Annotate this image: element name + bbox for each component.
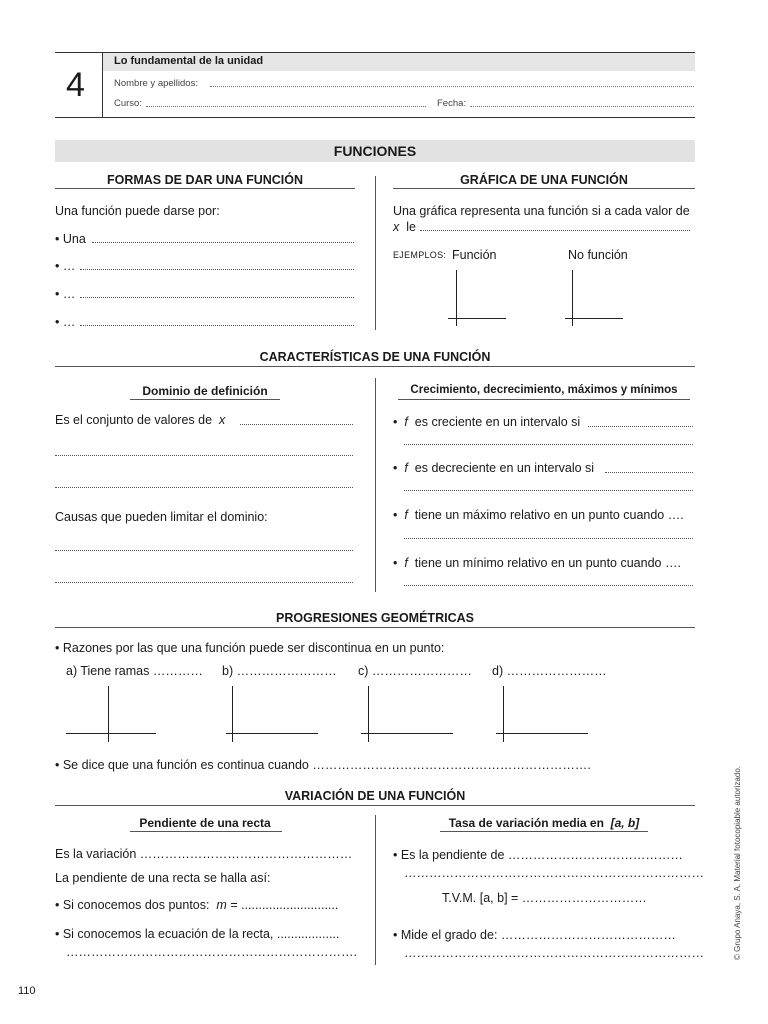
crec-item-1-fill-a[interactable] xyxy=(588,426,693,427)
column-divider-2 xyxy=(375,378,376,592)
nofunc-x-axis xyxy=(565,318,623,319)
formas-item-3-line[interactable] xyxy=(80,297,354,298)
grafica-line2-fill[interactable] xyxy=(420,230,690,231)
crec-item-3-fill-b[interactable] xyxy=(404,538,693,539)
crecimiento-title: Crecimiento, decrecimiento, máximos y mínimos xyxy=(410,384,678,396)
formas-item-1: • Una xyxy=(55,232,86,246)
progresiones-razones: • Razones por las que una función puede ser discontinua en un punto: xyxy=(55,641,445,655)
formas-intro: Una función puede darse por: xyxy=(55,204,220,218)
func-label: Función xyxy=(452,248,497,262)
crec-item-2: • f es decreciente en un intervalo si xyxy=(393,461,595,475)
column-divider-1 xyxy=(375,176,376,330)
razon-a: a) Tiene ramas ………… xyxy=(66,664,203,678)
name-field[interactable] xyxy=(210,86,694,87)
caracteristicas-title: CARACTERÍSTICAS DE UNA FUNCIÓN xyxy=(259,350,491,364)
grafica-title: GRÁFICA DE UNA FUNCIÓN xyxy=(460,173,628,187)
dominio-fill-3[interactable] xyxy=(55,487,353,488)
dominio-line1: Es el conjunto de valores de x xyxy=(55,413,226,427)
formas-item-2-line[interactable] xyxy=(80,269,354,270)
tasa-title: Tasa de variación media en [a, b] xyxy=(448,816,640,830)
pendiente-title: Pendiente de una recta xyxy=(139,816,271,830)
unit-number: 4 xyxy=(66,66,85,104)
disc-a-x-axis xyxy=(66,733,156,734)
nofunc-label: No función xyxy=(568,248,628,262)
dominio-title: Dominio de definición xyxy=(142,384,268,398)
header-title: Lo fundamental de la unidad xyxy=(114,55,264,67)
tasa-tvm: T.V.M. [a, b] = ………………………… xyxy=(442,891,647,905)
grafica-line2: x le xyxy=(393,220,416,234)
grafica-line1: Una gráfica representa una función si a cada valor de xyxy=(393,204,690,218)
main-title: FUNCIONES xyxy=(333,143,417,159)
formas-item-4-line[interactable] xyxy=(80,325,354,326)
disc-c-x-axis xyxy=(361,733,453,734)
disc-b-x-axis xyxy=(226,733,318,734)
dominio-title-rule xyxy=(130,399,280,400)
grafica-title-rule xyxy=(393,188,695,189)
variacion-rule xyxy=(55,805,695,806)
crec-item-1: • f es creciente en un intervalo si xyxy=(393,415,581,429)
crec-item-1-fill-b[interactable] xyxy=(404,444,693,445)
razon-c: c) …………………… xyxy=(358,664,472,678)
page-number: 110 xyxy=(18,985,36,997)
crecimiento-title-rule xyxy=(398,399,690,400)
name-label: Nombre y apellidos: xyxy=(114,78,198,89)
progresiones-title: PROGRESIONES GEOMÉTRICAS xyxy=(276,611,474,625)
tasa-line4: ……………………………………………………………… xyxy=(404,946,704,960)
dominio-fill-2[interactable] xyxy=(55,455,353,456)
pendiente-line1: Es la variación …………………………………………… xyxy=(55,847,353,861)
crec-item-2-fill-a[interactable] xyxy=(605,472,693,473)
tasa-title-rule xyxy=(440,831,648,832)
formas-item-4: • … xyxy=(55,315,76,329)
func-x-axis xyxy=(448,318,506,319)
dominio-causas: Causas que pueden limitar el dominio: xyxy=(55,510,268,524)
tasa-line3: • Mide el grado de: …………………………………… xyxy=(393,928,676,942)
course-field[interactable] xyxy=(146,106,426,107)
formas-item-3: • … xyxy=(55,287,76,301)
progresiones-rule xyxy=(55,627,695,628)
tasa-line1: • Es la pendiente de …………………………………… xyxy=(393,848,683,862)
header-bottom-line xyxy=(55,117,695,118)
pendiente-line2: La pendiente de una recta se halla así: xyxy=(55,871,271,885)
formas-title-rule xyxy=(55,188,355,189)
dominio-line1-fill[interactable] xyxy=(240,424,353,425)
crec-item-4: • f tiene un mínimo relativo en un punto cuando …. xyxy=(393,556,681,570)
crec-item-3: • f tiene un máximo relativo en un punto cuando …. xyxy=(393,508,684,522)
formas-item-2: • … xyxy=(55,259,76,273)
copyright-vertical: © Grupo Anaya, S. A. Material fotocopiable autorizado. xyxy=(733,765,742,960)
date-label: Fecha: xyxy=(437,98,467,109)
formas-item-1-line[interactable] xyxy=(92,242,354,243)
crec-item-4-fill-b[interactable] xyxy=(404,585,693,586)
continua-line: • Se dice que una función es continua cuando …………………………………………………………. xyxy=(55,758,591,772)
pendiente-line5: ……………………………………………………………. xyxy=(66,945,357,959)
dominio-fill-5[interactable] xyxy=(55,582,353,583)
pendiente-line3: • Si conocemos dos puntos: m = ............................ xyxy=(55,898,339,912)
date-field[interactable] xyxy=(470,106,694,107)
formas-title: FORMAS DE DAR UNA FUNCIÓN xyxy=(106,173,304,187)
pendiente-line4: • Si conocemos la ecuación de la recta, .................. xyxy=(55,927,340,941)
crec-item-2-fill-b[interactable] xyxy=(404,490,693,491)
column-divider-3 xyxy=(375,815,376,965)
razon-b: b) …………………… xyxy=(222,664,337,678)
razon-d: d) …………………… xyxy=(492,664,607,678)
disc-d-x-axis xyxy=(496,733,588,734)
examples-label: EJEMPLOS: xyxy=(393,250,447,260)
caracteristicas-rule xyxy=(55,366,695,367)
pendiente-title-rule xyxy=(130,831,282,832)
variacion-title: VARIACIÓN DE UNA FUNCIÓN xyxy=(284,789,466,803)
course-label: Curso: xyxy=(114,98,142,109)
tasa-line2: ……………………………………………………………… xyxy=(404,866,704,880)
dominio-fill-4[interactable] xyxy=(55,550,353,551)
